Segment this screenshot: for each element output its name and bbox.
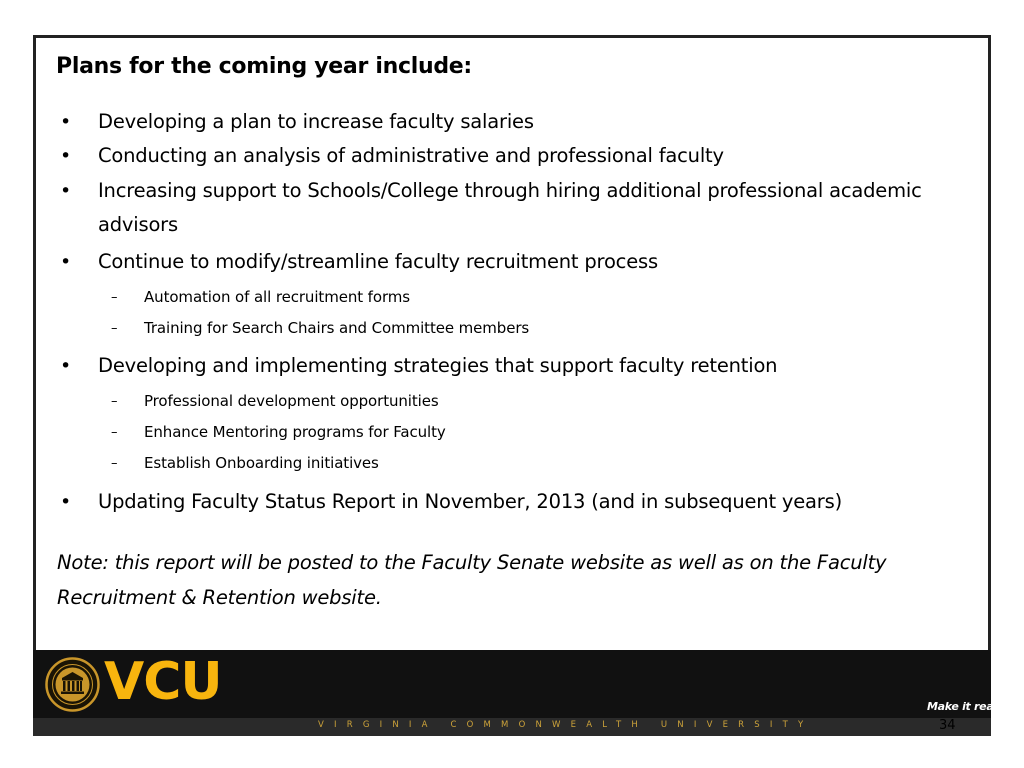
bullet-marker: • <box>60 491 72 513</box>
bullet-item <box>56 246 976 278</box>
bullet-item <box>56 174 976 242</box>
sub-bullet-item <box>56 448 976 479</box>
sub-bullet-text: Establish Onboarding initiatives <box>144 454 379 472</box>
bullet-item <box>56 485 976 519</box>
note-text: Note: this report will be posted to the Faculty Senate website as well as on the Faculty Recruitment & Retention website. <box>57 551 887 609</box>
sub-bullet-marker: – <box>111 394 118 409</box>
university-name: VIRGINIA COMMONWEALTH UNIVERSITY <box>318 720 814 730</box>
bullet-item <box>56 106 976 138</box>
bullet-marker: • <box>60 145 72 167</box>
sub-bullet-marker: – <box>111 456 118 471</box>
bullet-text: Continue to modify/streamline faculty recruitment process <box>98 250 658 273</box>
sub-bullet-item <box>56 313 976 344</box>
sub-bullet-text: Training for Search Chairs and Committee members <box>144 319 530 337</box>
tagline: Make it real. <box>927 700 1001 713</box>
slide-frame <box>33 35 991 736</box>
bullet-item <box>56 140 976 172</box>
sub-bullet-text: Professional development opportunities <box>144 392 439 410</box>
slide-title: Plans for the coming year include: <box>56 54 472 79</box>
sub-bullet-item <box>56 282 976 313</box>
sub-bullet-marker: – <box>111 290 118 305</box>
sub-bullet-item <box>56 386 976 417</box>
sub-bullet-text: Enhance Mentoring programs for Faculty <box>144 423 446 441</box>
bullet-item <box>56 350 976 382</box>
bullet-marker: • <box>60 180 72 202</box>
sub-bullet-item <box>56 417 976 448</box>
bullet-text: Conducting an analysis of administrative and professional faculty <box>98 144 724 167</box>
page-number: 34 <box>939 718 956 733</box>
bullet-marker: • <box>60 111 72 133</box>
vcu-logo: VCU <box>104 652 222 712</box>
bullet-marker: • <box>60 355 72 377</box>
bullet-text: Increasing support to Schools/College through hiring additional professional academic advisors <box>98 179 922 236</box>
sub-bullet-marker: – <box>111 321 118 336</box>
bullet-list <box>56 106 976 521</box>
sub-bullet-text: Automation of all recruitment forms <box>144 288 410 306</box>
bullet-text: Developing and implementing strategies that support faculty retention <box>98 354 778 377</box>
university-seal-icon <box>45 657 100 712</box>
bullet-text: Updating Faculty Status Report in November, 2013 (and in subsequent years) <box>98 490 842 513</box>
bullet-marker: • <box>60 251 72 273</box>
bullet-text: Developing a plan to increase faculty salaries <box>98 110 534 133</box>
sub-bullet-marker: – <box>111 425 118 440</box>
